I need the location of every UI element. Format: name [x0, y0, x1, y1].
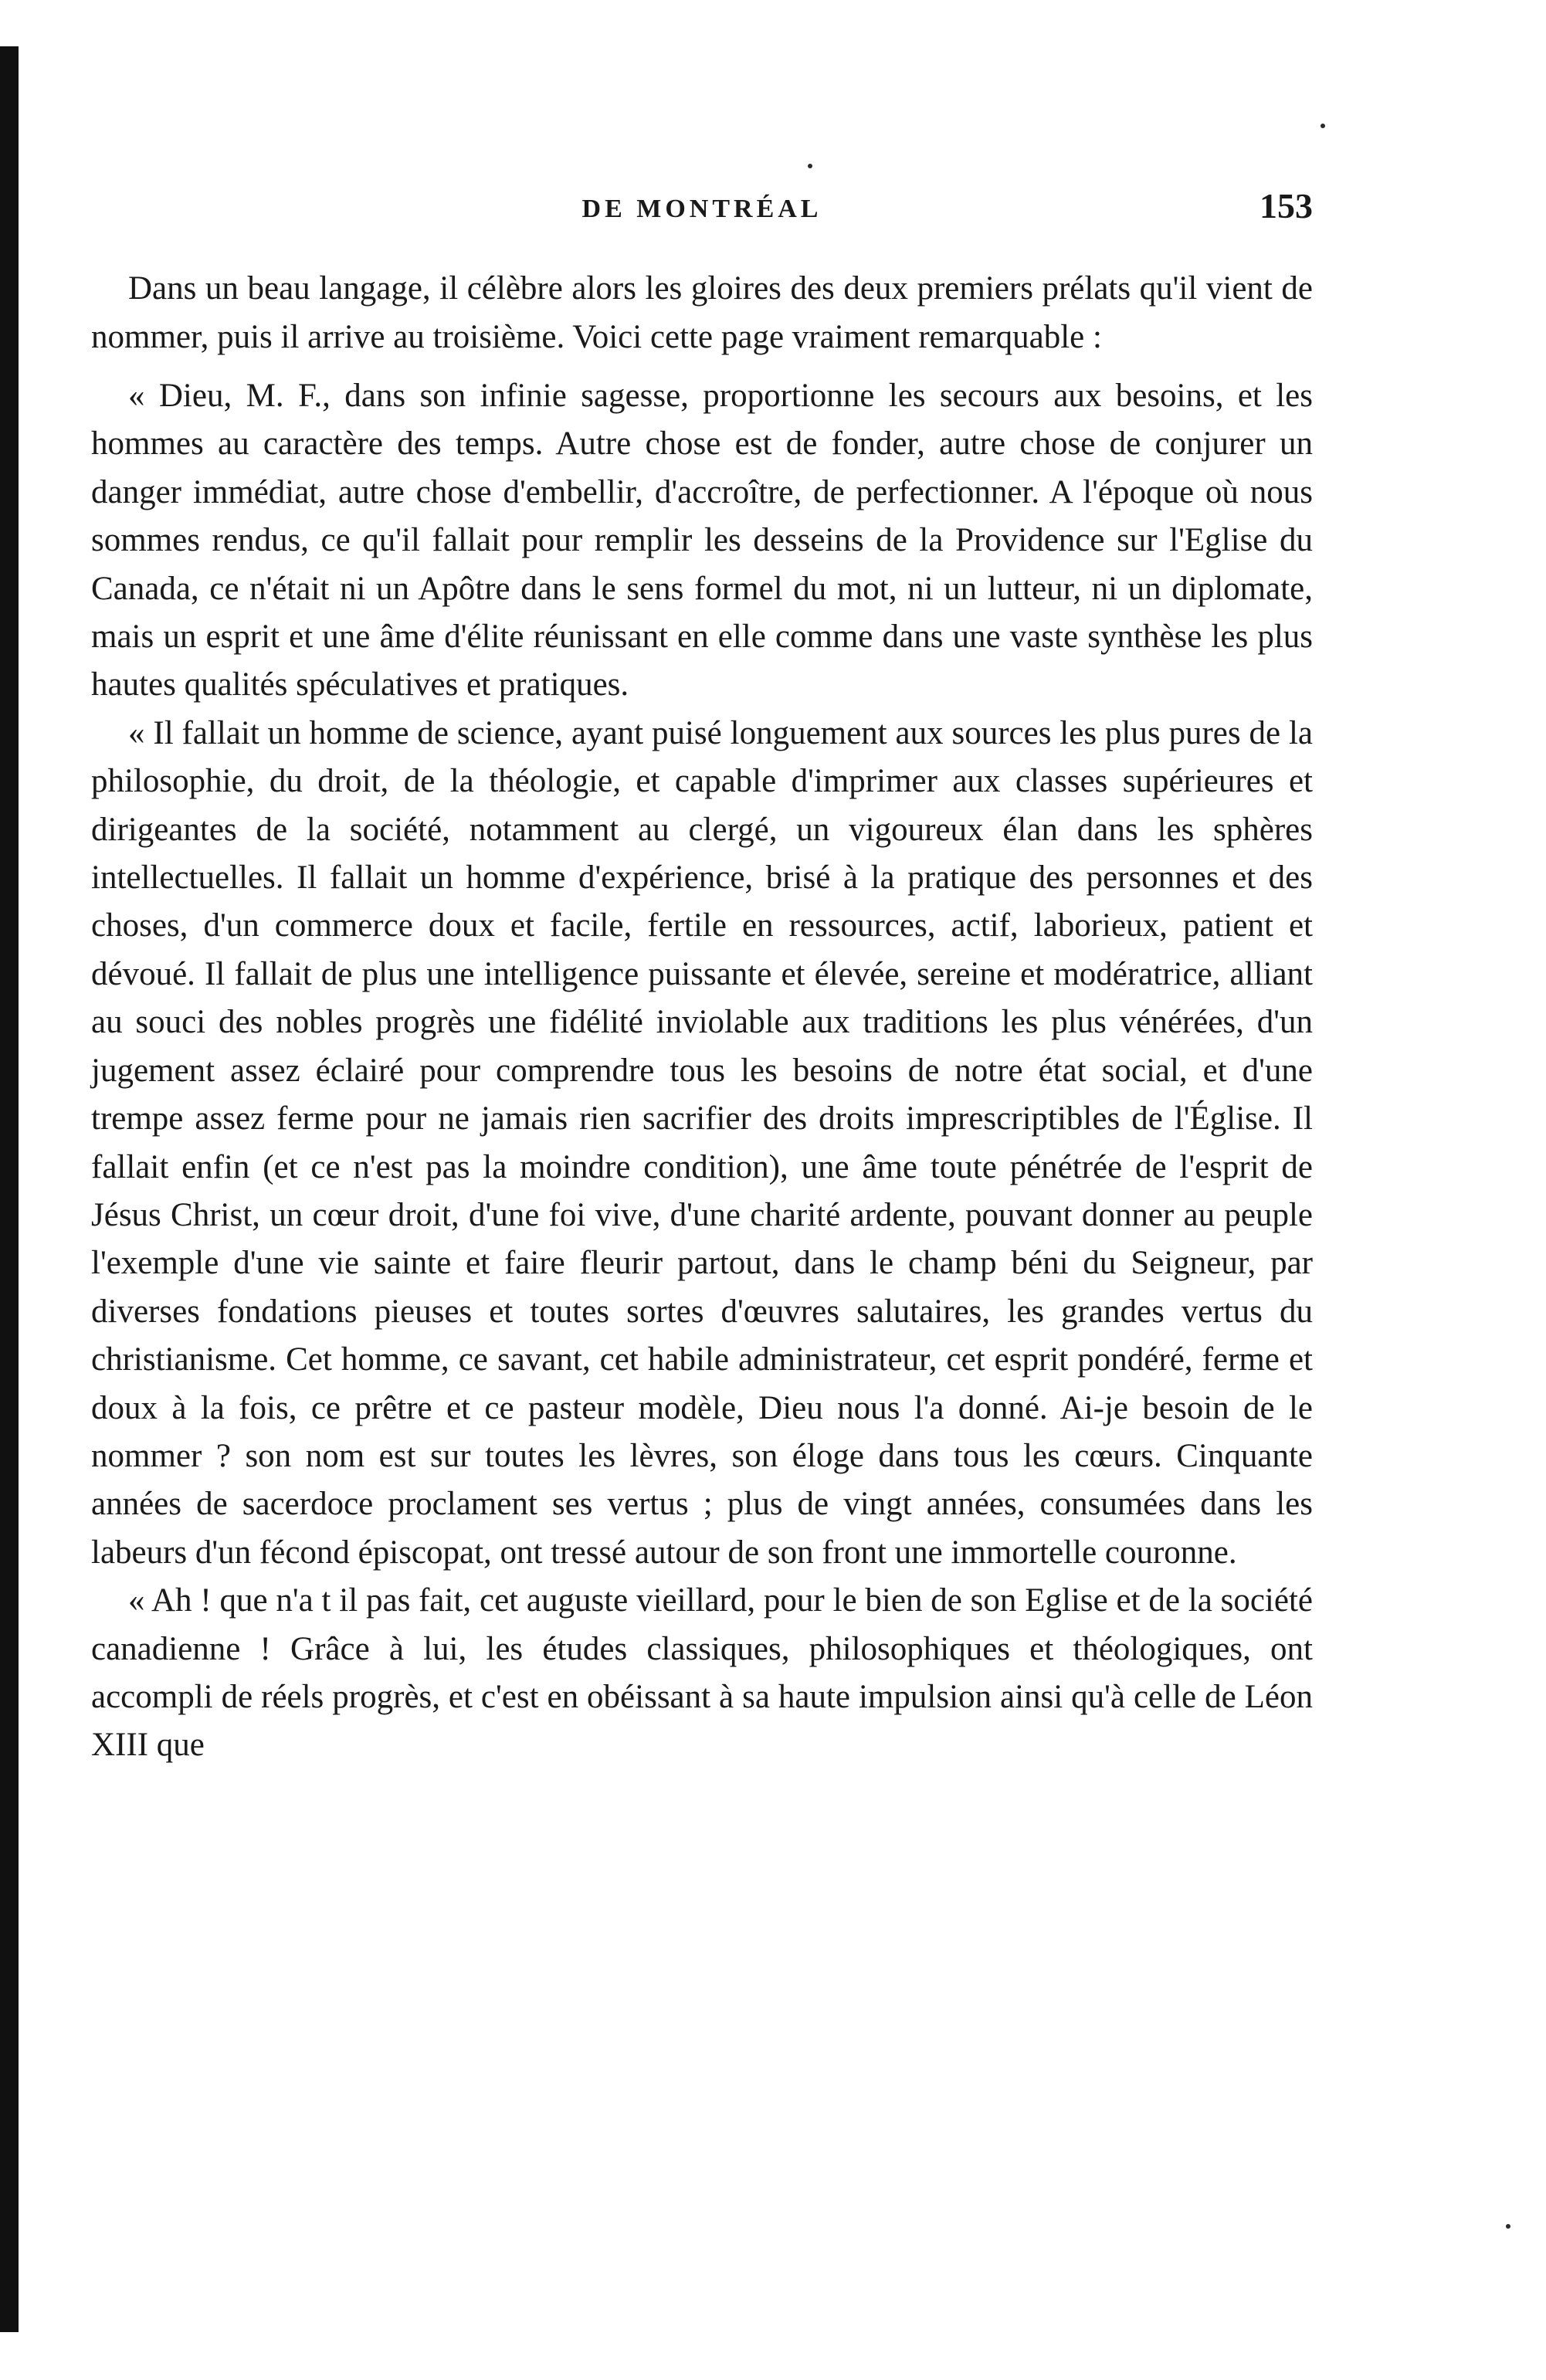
paragraph-intro: Dans un beau langage, il célèbre alors les gloires des deux premiers prélats qu'il vient de nommer, puis il arrive au troisième. Voici cette page vraiment remarquable : — [91, 270, 1313, 355]
page-number: 153 — [1260, 186, 1313, 225]
running-head — [91, 178, 1313, 232]
running-title: DE MONTRÉAL — [581, 195, 822, 223]
paragraph-quote-2: « Il fallait un homme de science, ayant puisé longuement aux sources les plus pures de la philosophie, du droit, de la théologie, et capable d'imprimer aux classes supérieures et dirigeantes de la société, notamment au clergé, un vigoureux élan dans les sphères intellectuelles. Il fallait un homme d'expérience, brisé à la pratique des personnes et des choses, d'un commerce doux et facile, fertile en ressources, actif, laborieux, patient et dévoué. Il fallait de plus une intelligence puissante et élevée, sereine et modératrice, alliant au souci des nobles progrès une fidélité inviolable aux traditions les plus vénérées, d'un jugement assez éclairé pour comprendre tous les besoins de notre état social, et d'une trempe assez ferme pour ne jamais rien sacrifier des droits imprescriptibles de l'Église. Il fallait enfin (et ce n'est pas la moindre condition), une âme toute pénétrée de l'esprit de Jésus Christ, un cœur droit, d'une foi vive, d'une charité ardente, pouvant donner au peuple l'exemple d'une vie sainte et faire fleurir partout, dans le champ béni du Seigneur, par diverses fondations pieuses et toutes sortes d'œuvres salutaires, les grandes vertus du christianisme. Cet homme, ce savant, cet habile administrateur, cet esprit pondéré, ferme et doux à la fois, ce prêtre et ce pasteur modèle, Dieu nous l'a donné. Ai-je besoin de le nommer ? son nom est sur toutes les lèvres, son éloge dans tous les cœurs. Cinquante années de sacerdoce proclament ses vertus ; plus de vingt années, consumées dans les labeurs d'un fécond épiscopat, ont tressé autour de son front une immortelle couronne. — [91, 714, 1313, 1571]
page-binding-shadow — [0, 46, 19, 2332]
book-page — [91, 178, 1313, 1770]
paragraph-quote-3: « Ah ! que n'a t il pas fait, cet auguste vieillard, pour le bien de son Eglise et de la société canadienne ! Grâce à lui, les études classiques, philosophiques et théologiques, ont accompli de réels progrès, et c'est en obéissant à sa haute impulsion ainsi qu'à celle de Léon XIII que — [91, 1582, 1313, 1764]
print-speck — [1321, 124, 1325, 128]
paragraph-quote-1: « Dieu, M. F., dans son infinie sagesse, proportionne les secours aux besoins, et les hommes au caractère des temps. Autre chose est de fonder, autre chose de conjurer un danger immédiat, autre chose d'embellir, d'accroître, de perfectionner. A l'époque où nous sommes rendus, ce qu'il fallait pour remplir les desseins de la Providence sur l'Eglise du Canada, ce n'était ni un Apôtre dans le sens formel du mot, ni un lutteur, ni un diplomate, mais un esprit et une âme d'élite réunissant en elle comme dans une vaste synthèse les plus hautes qualités spéculatives et pratiques. — [91, 378, 1313, 703]
print-speck — [808, 164, 812, 168]
print-speck — [1506, 2224, 1510, 2229]
